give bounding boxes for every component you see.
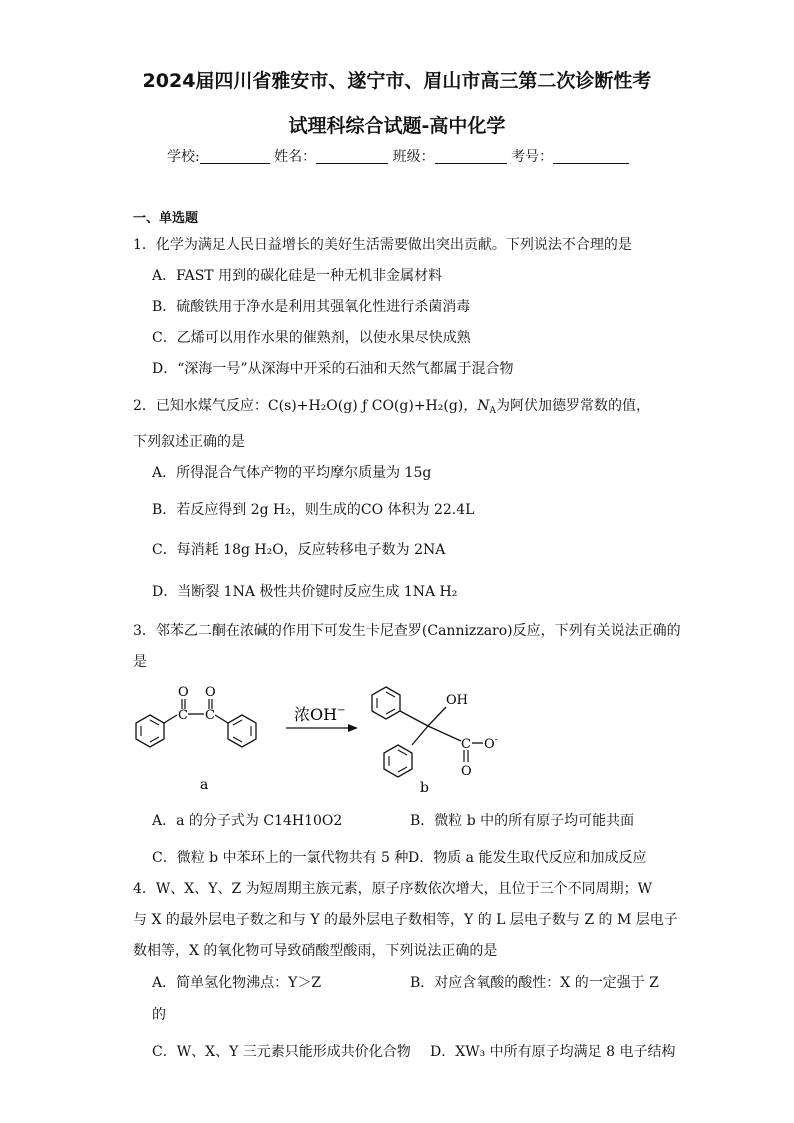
q2-stem-suffix: 为阿伏加德罗常数的值， (496, 398, 651, 414)
benzene-ring-a-left (136, 715, 164, 747)
q1-option-b: B．硫酸铁用于净水是利用其强氧化性进行杀菌消毒 (152, 299, 471, 315)
atom-o1: O (178, 685, 189, 700)
bond (400, 711, 428, 726)
exam-title-line2: 试理科综合试题-高中化学 (288, 115, 506, 137)
q4-option-b: B．对应含氧酸的酸性：X 的一定强于 Z (410, 975, 659, 991)
q4-option-b-wrap: 的 (152, 1007, 166, 1023)
q4-stem-line1: 4．W、X、Y、Z 为短周期主族元素，原子序数依次增大，且位于三个不同周期；W (133, 881, 653, 897)
q1-option-a: A．FAST 用到的碳化硅是一种无机非金属材料 (152, 268, 443, 284)
student-info-row (167, 146, 629, 166)
bond (150, 737, 159, 742)
q2-stem (133, 395, 650, 416)
q3-stem-line2: 是 (133, 654, 147, 670)
q3-option-c: C．微粒 b 中苯环上的一氯代物共有 5 种 (152, 850, 409, 866)
bond (215, 715, 228, 723)
atom-o2: O (205, 685, 216, 700)
q2-stem-prefix: 2．已知水煤气反应： (133, 398, 268, 414)
q3-stem-line1: 3．邻苯乙二酮在浓碱的作用下可发生卡尼查罗(Cannizzaro)反应，下列有关说法正确的 (133, 623, 681, 639)
reagent-label: 浓OH− (294, 705, 346, 724)
bond (164, 715, 177, 723)
bond (428, 707, 446, 726)
q4-stem-line2: 与 X 的最外层电子数之和与 Y 的最外层电子数相等，Y 的 L 层电子数与 Z 的 M 层电子 (133, 912, 678, 928)
q2-option-b: B．若反应得到 2g H₂，则生成的CO 体积为 22.4L (152, 502, 475, 518)
molecule-b-label: b (420, 780, 429, 796)
q2-stem-line2: 下列叙述正确的是 (133, 434, 245, 450)
q2-equation: C(s)+H₂O(g) ƒ CO(g)+H₂(g) (267, 398, 464, 414)
school-blank[interactable] (200, 149, 270, 164)
q2-na-subscript: A (489, 406, 497, 416)
atom-c1: C (178, 708, 188, 723)
cannizzaro-reaction-diagram (128, 682, 508, 800)
benzene-ring-b-bottom (384, 745, 412, 777)
class-label: 班级： (392, 149, 435, 165)
q2-option-a: A．所得混合气体产物的平均摩尔质量为 15g (152, 465, 432, 481)
bond (386, 709, 395, 714)
bond (428, 726, 461, 741)
name-label: 姓名： (274, 149, 317, 165)
name-blank[interactable] (316, 149, 388, 164)
class-blank[interactable] (435, 149, 507, 164)
q2-option-c: C．每消耗 18g H₂O，反应转移电子数为 2NA (152, 542, 446, 558)
q1-stem: 1．化学为满足人民日益增长的美好生活需要做出突出贡献。下列说法不合理的是 (133, 237, 632, 253)
exam-title-line1: 2024届四川省雅安市、遂宁市、眉山市高三第二次诊断性考 (142, 70, 652, 92)
q3-option-b: B．微粒 b 中的所有原子均可能共面 (410, 813, 635, 829)
exam-number-label: 考号： (511, 149, 554, 165)
q3-option-d: D．物质 a 能发生取代反应和加成反应 (408, 850, 647, 866)
q2-na-symbol: ，N (463, 398, 490, 414)
q4-option-d: D．XW₃ 中所有原子均满足 8 电子结构 (430, 1044, 676, 1060)
bond (150, 720, 159, 725)
bond (386, 692, 395, 697)
atom-oh: OH (446, 693, 468, 708)
atom-c3: C (461, 737, 471, 752)
q4-option-c: C．W、X、Y 三元素只能形成共价化合物 (152, 1044, 411, 1060)
school-label: 学校: (167, 149, 200, 165)
bond (233, 720, 242, 725)
section-heading: 一、单选题 (133, 211, 199, 226)
benzene-ring-a-right (228, 715, 256, 747)
arrow-head-icon (348, 724, 358, 732)
atom-c2: C (205, 708, 215, 723)
bond (412, 726, 428, 745)
benzene-ring-b-top (372, 687, 400, 719)
q2-option-d: D．当断裂 1NA 极性共价键时反应生成 1NA H₂ (152, 584, 458, 600)
bond (233, 737, 242, 742)
bond (398, 750, 407, 755)
atom-o-minus: O- (484, 735, 498, 752)
q3-option-a: A．a 的分子式为 C14H10O2 (152, 813, 343, 829)
q1-option-c: C．乙烯可以用作水果的催熟剂，以使水果尽快成熟 (152, 330, 471, 346)
q4-stem-line3: 数相等，X 的氧化物可导致硝酸型酸雨，下列说法正确的是 (133, 943, 498, 959)
q4-option-a: A．简单氢化物沸点：Y＞Z (152, 975, 322, 991)
q1-option-d: D．“深海一号”从深海中开采的石油和天然气都属于混合物 (152, 361, 514, 377)
bond (398, 767, 407, 772)
molecule-a-label: a (200, 777, 209, 793)
exam-number-blank[interactable] (553, 149, 629, 164)
atom-o3: O (461, 764, 472, 779)
